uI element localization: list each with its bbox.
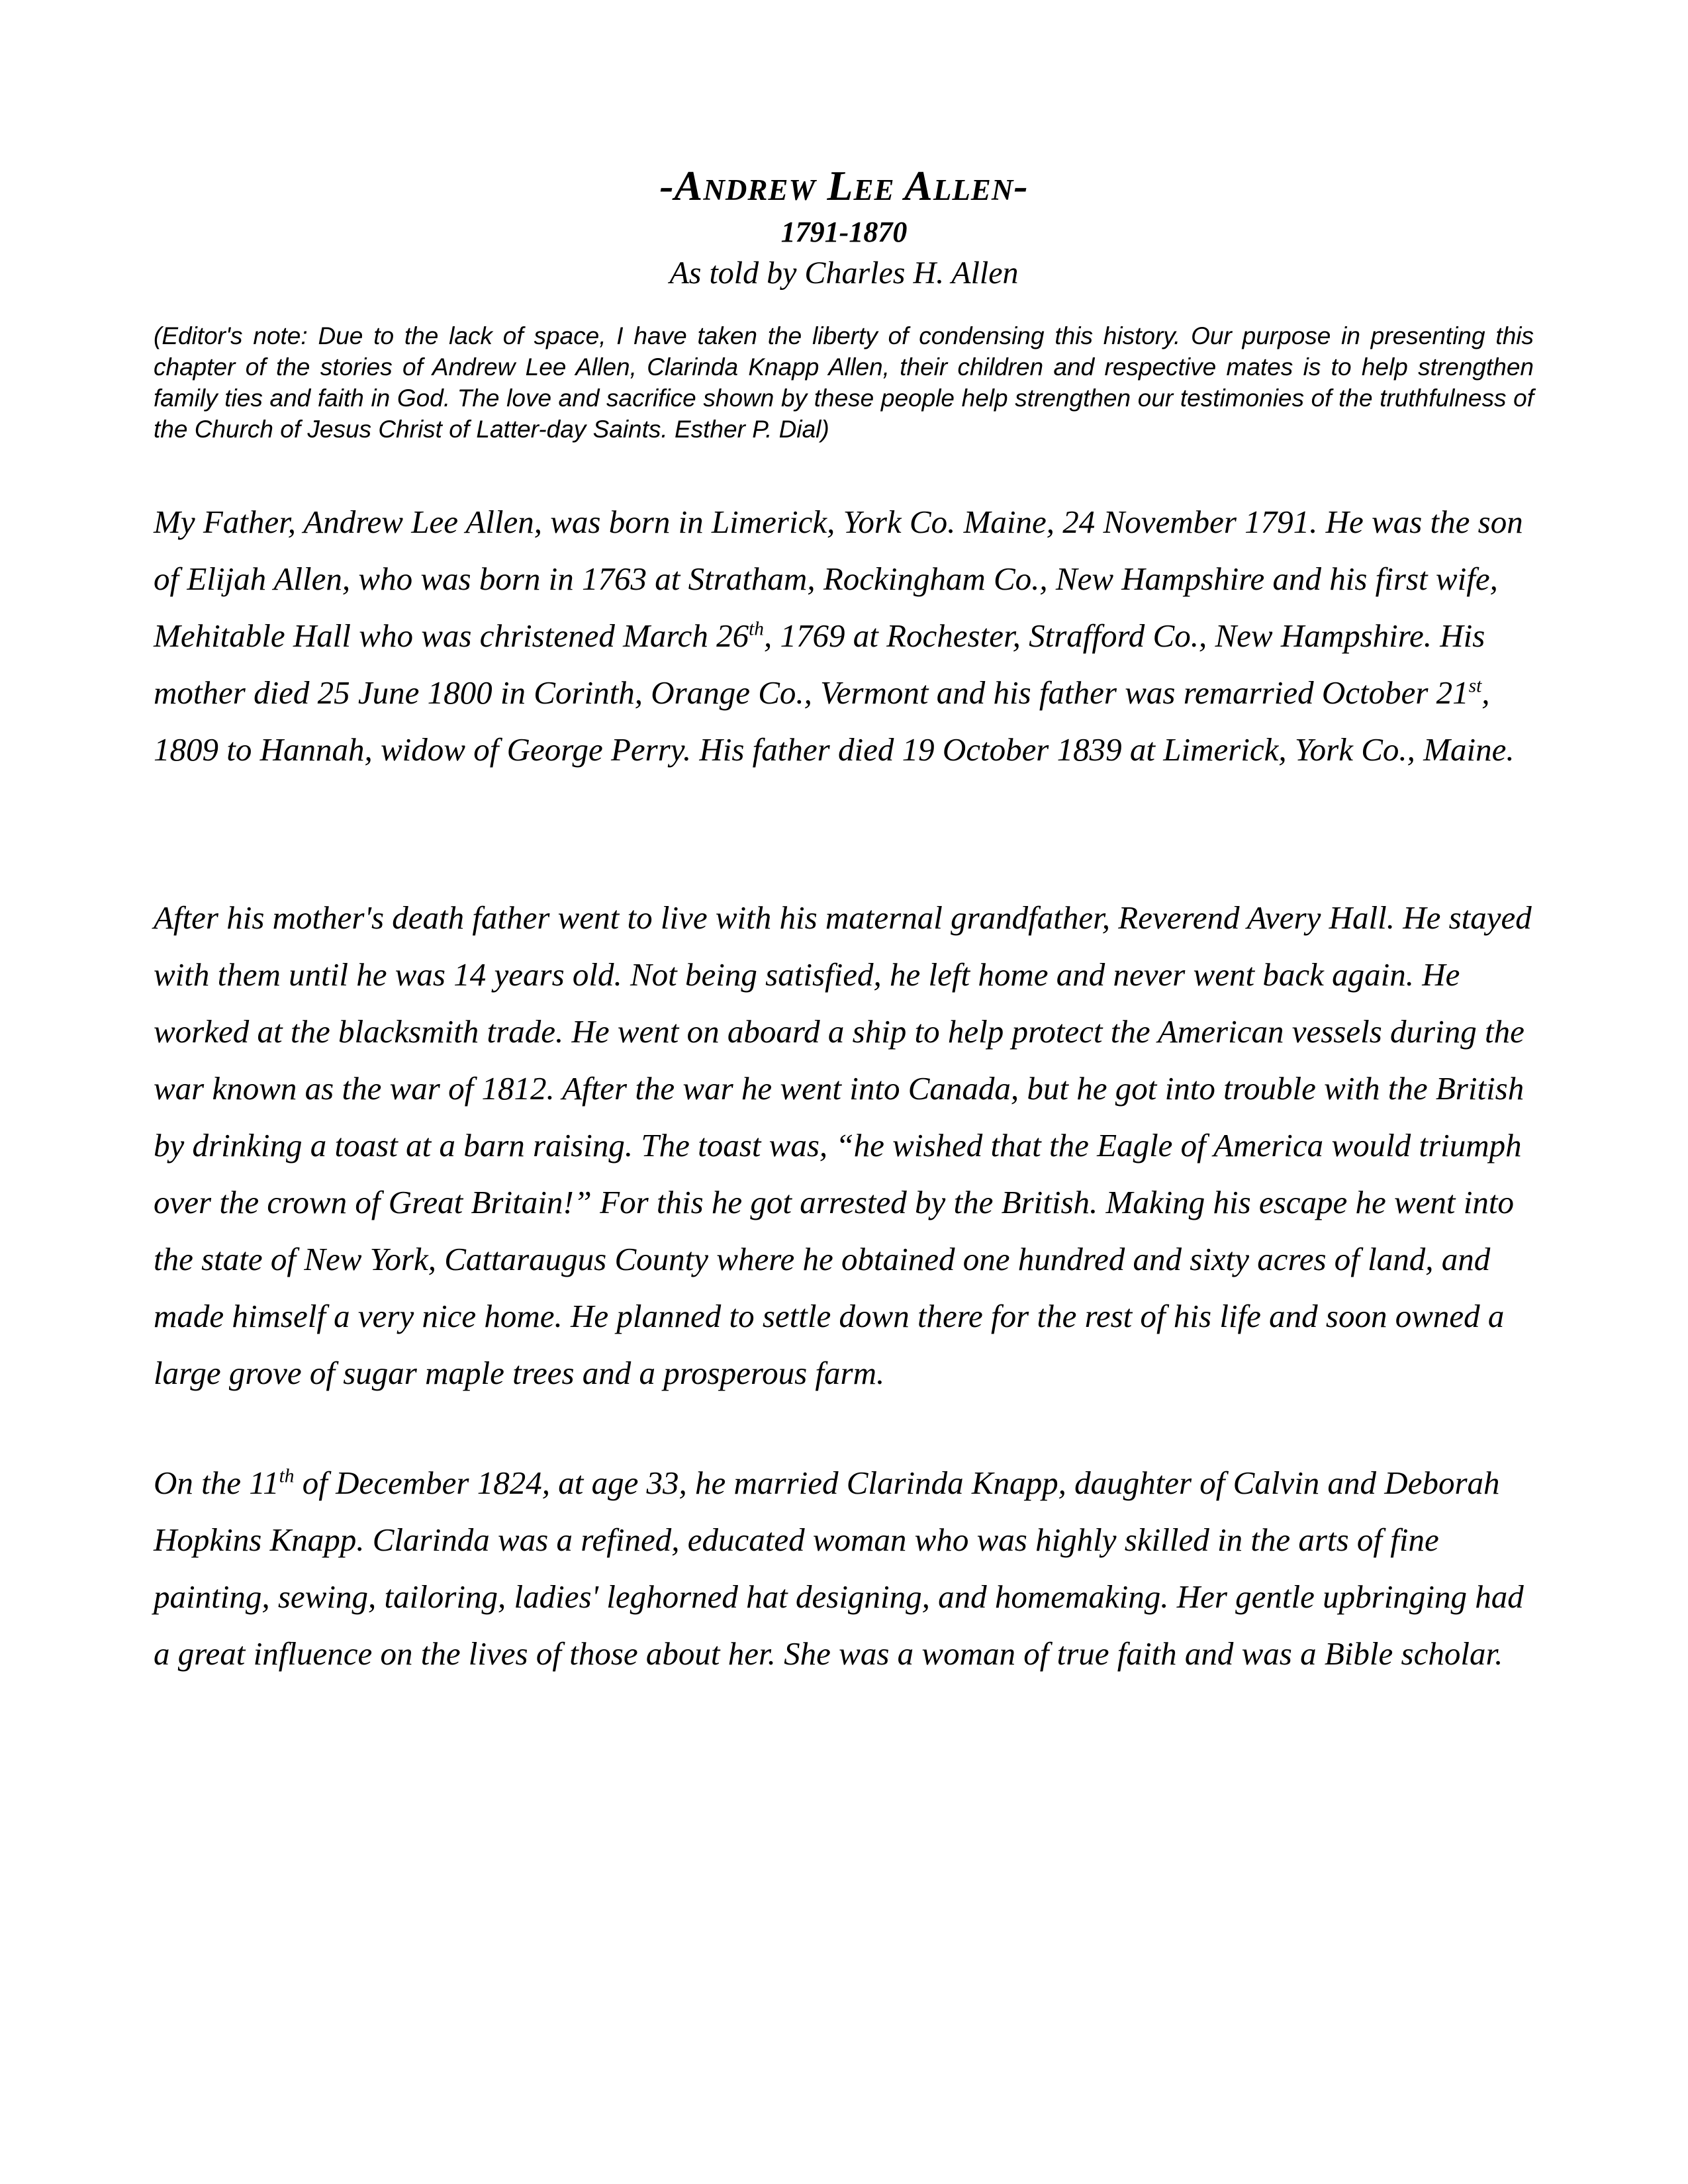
editor-note: (Editor's note: Due to the lack of space, I have taken the liberty of condensing this history. Our purpose in presenting this chapter of the stories of Andrew Lee Allen, Clarinda Knapp Allen, their children and respective mates is to help strengthen family ties and faith in God. The love and sacrifice shown by these people help strengthen our testimonies of the truthfulness of the Church of Jesus Christ of Latter-day Saints. Esther P. Dial) — [154, 322, 1534, 443]
paragraph-marriage — [154, 1455, 1534, 1682]
document-header — [0, 159, 1688, 295]
paragraph-text: of December 1824, at age 33, he married Clarinda Knapp, daughter of Calvin and Deborah Hopkins Knapp. Clarinda was a refined, educated woman who was highly skilled in the arts of fine painting, sewing, tailoring, ladies' leghorned hat designing, and homemaking. Her gentle upbringing had a great influence on the lives of those about her. She was a woman of true faith and was a Bible scholar. — [154, 1465, 1524, 1672]
paragraph-text: My Father, Andrew Lee Allen, was born in Limerick, York Co. Maine, 24 November 1791. He was the son of Elijah Allen, who was born in 1763 at Stratham, Rockingham Co., New Hampshire and his first wife, Mehitable Hall who was christened March 26 — [154, 504, 1523, 654]
ordinal-suffix: th — [749, 618, 765, 640]
paragraph-birth-family — [154, 494, 1534, 778]
ordinal-suffix: th — [279, 1465, 295, 1487]
ordinal-suffix: st — [1468, 675, 1482, 697]
paragraph-early-life: After his mother's death father went to live with his maternal grandfather, Reverend Avery Hall. He stayed with them until he was 14 years old. Not being satisfied, he left home and never went back again. He worked at the blacksmith trade. He went on aboard a ship to help protect the American vessels during the war known as the war of 1812. After the war he went into Canada, but he got into trouble with the British by drinking a toast at a barn raising. The toast was, “he wished that the Eagle of America would triumph over the crown of Great Britain!” For this he got arrested by the British. Making his escape he went into the state of New York, Cattaraugus County where he obtained one hundred and sixty acres of land, and made himself a very nice home. He planned to settle down there for the rest of his life and soon owned a large grove of sugar maple trees and a prosperous farm. — [154, 899, 1532, 1391]
paragraph-text: , 1809 to Hannah, widow of George Perry. His father died 19 October 1839 at Limerick, York Co., Maine. — [154, 674, 1515, 768]
byline: As told by Charles H. Allen — [669, 255, 1019, 291]
life-years: 1791-1870 — [780, 216, 908, 248]
page-title: -Andrew Lee Allen- — [659, 162, 1029, 209]
paragraph-text: On the 11 — [154, 1465, 279, 1501]
paragraph-text: , 1769 at Rochester, Strafford Co., New Hampshire. His mother died 25 June 1800 in Corinth, Orange Co., Vermont and his father was remarried October 21 — [154, 617, 1485, 711]
